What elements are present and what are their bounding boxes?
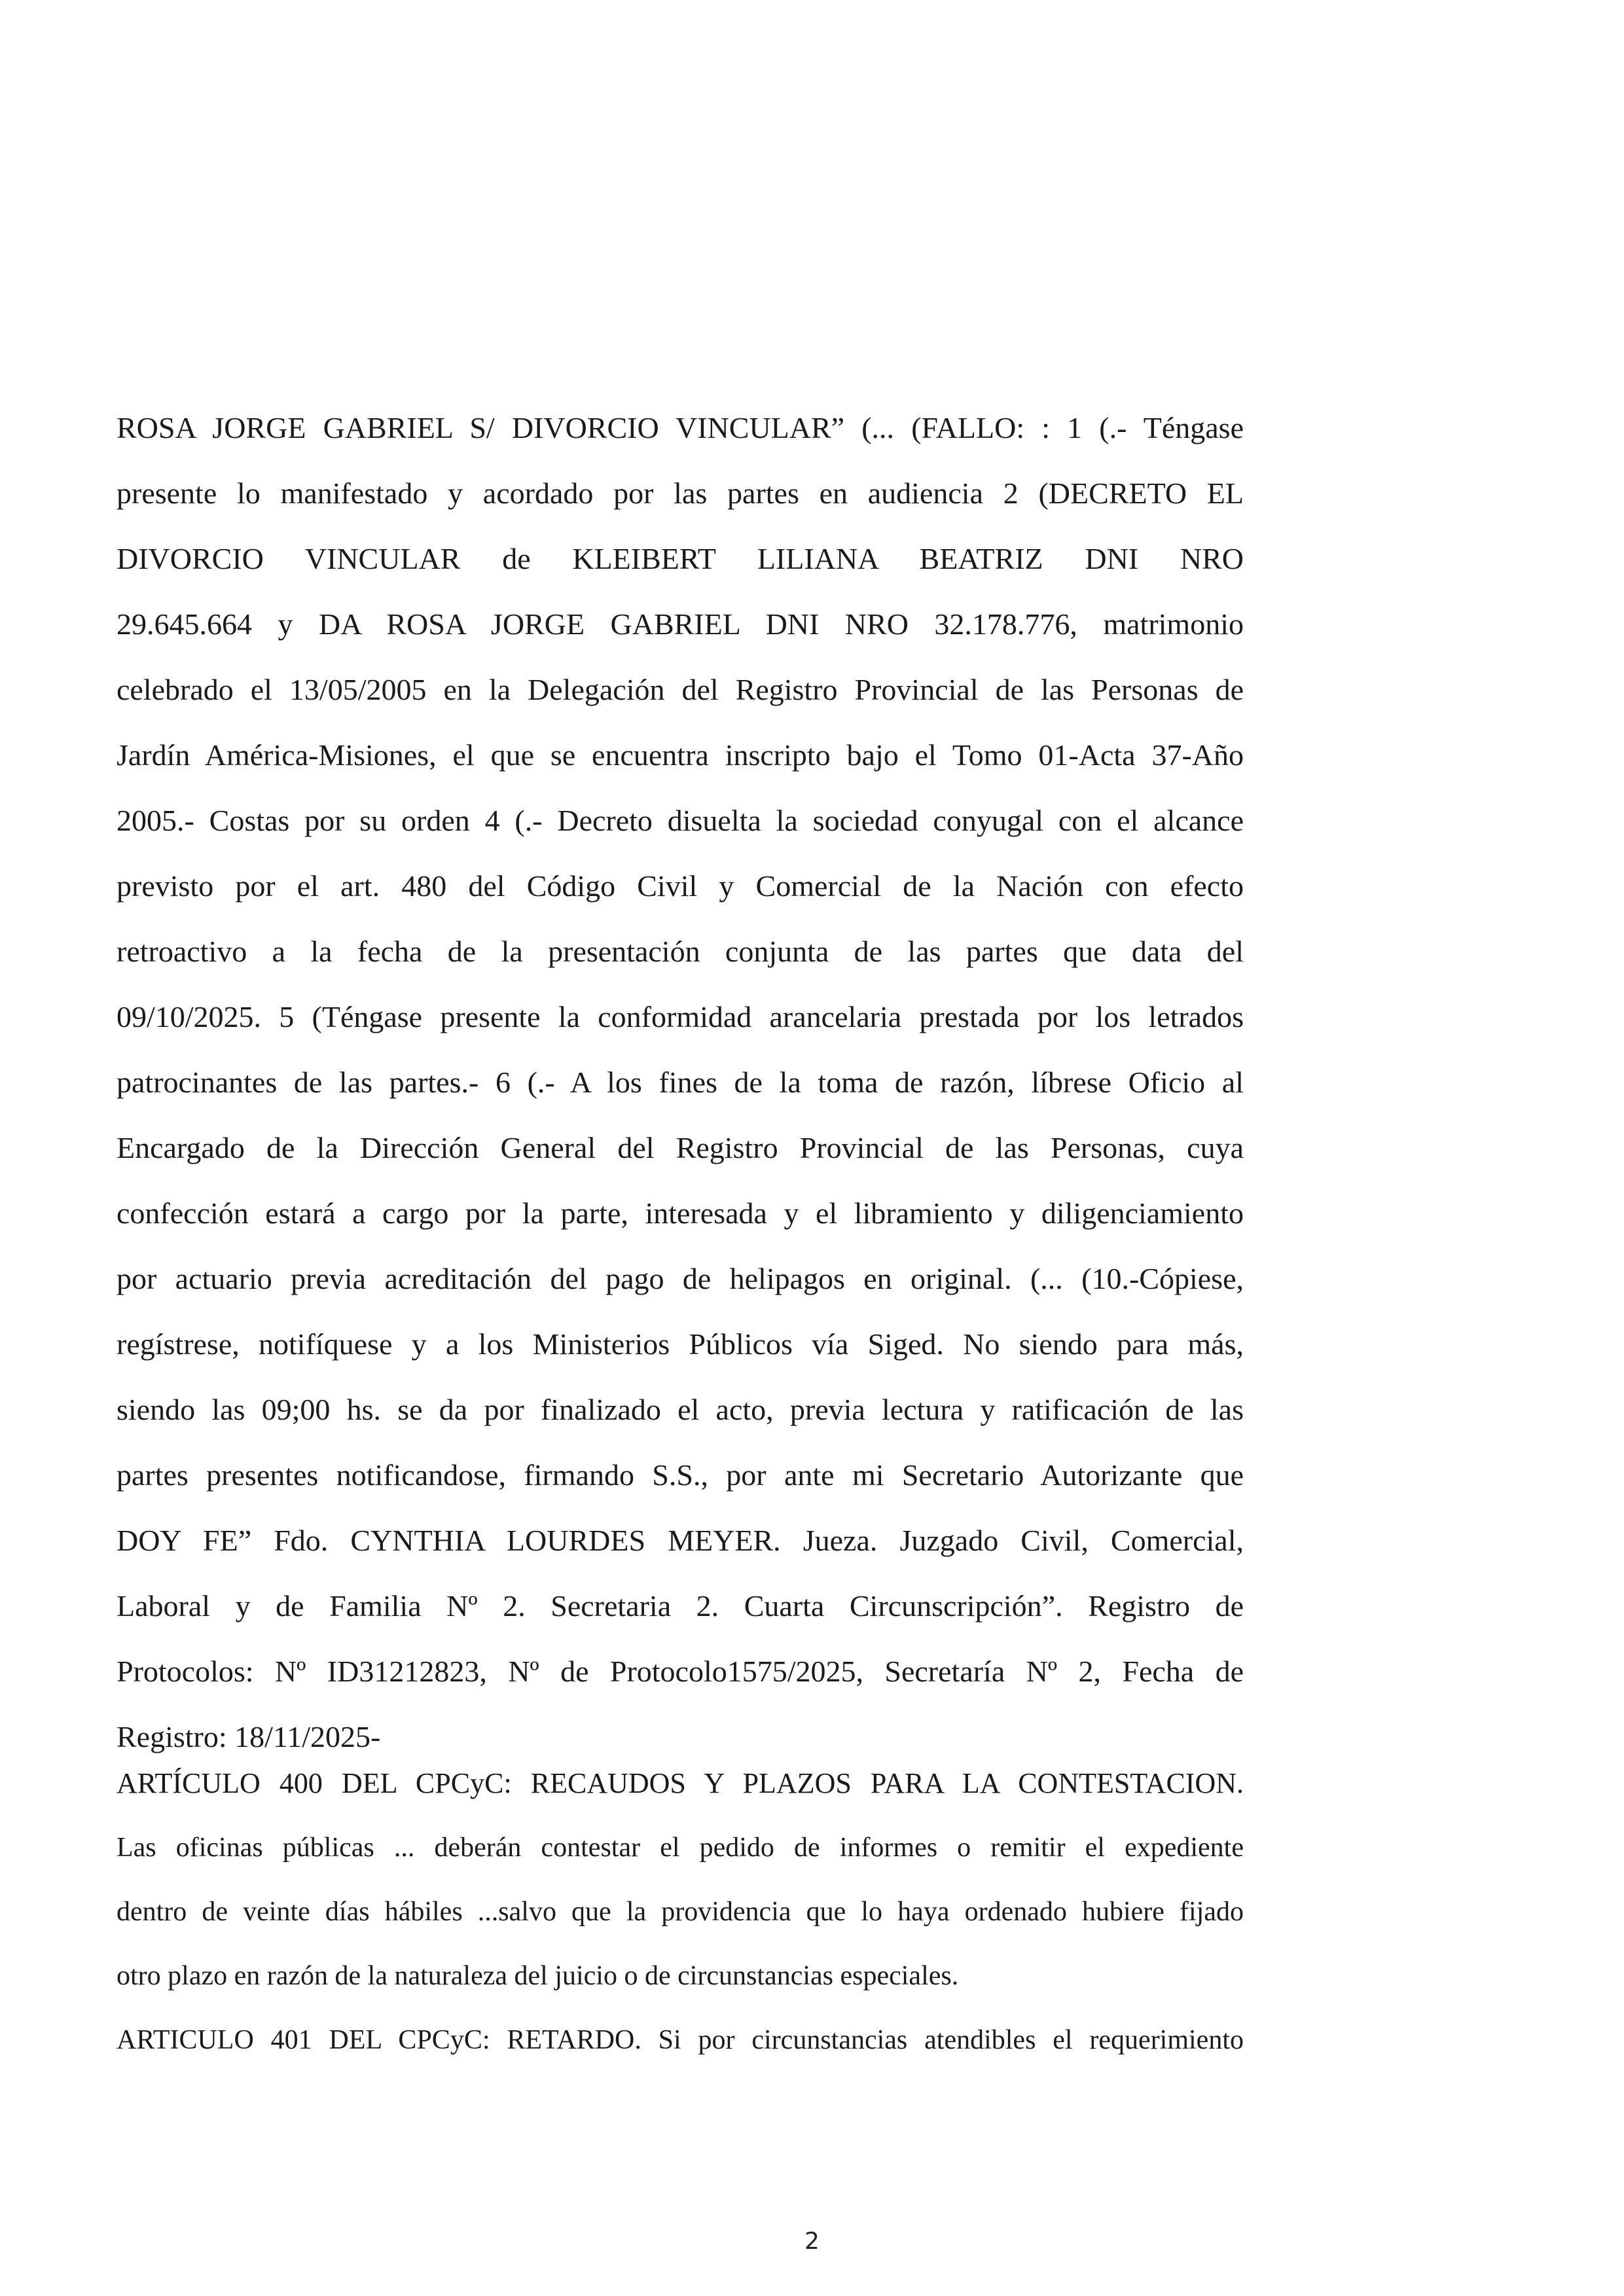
article-400-line: dentro de veinte días hábiles ...salvo que la providencia que lo haya ordenado hubiere fijado (117, 1897, 1244, 1927)
paragraph-line: partes presentes notificandose, firmando S.S., por ante mi Secretario Autorizante que (117, 1458, 1244, 1492)
paragraph-line: Jardín América-Misiones, el que se encuentra inscripto bajo el Tomo 01-Acta 37-Año (117, 738, 1244, 772)
paragraph-line: Registro: 18/11/2025- (117, 1720, 381, 1753)
paragraph-line: Laboral y de Familia Nº 2. Secretaria 2. Cuarta Circunscripción”. Registro de (117, 1589, 1244, 1623)
article-401 (117, 2008, 1244, 2072)
article-401-heading: ARTICULO 401 DEL CPCyC: RETARDO. Si por circunstancias atendibles el requerimiento (117, 2025, 1244, 2055)
paragraph-line: presente lo manifestado y acordado por las partes en audiencia 2 (DECRETO EL (117, 476, 1244, 510)
paragraph-line: Encargado de la Dirección General del Registro Provincial de las Personas, cuya (117, 1131, 1244, 1164)
paragraph-line: retroactivo a la fecha de la presentación conjunta de las partes que data del (117, 935, 1244, 968)
paragraph-line: por actuario previa acreditación del pago de helipagos en original. (... (10.-Cópiese, (117, 1262, 1244, 1295)
paragraph-line: patrocinantes de las partes.- 6 (.- A los fines de la toma de razón, líbrese Oficio al (117, 1066, 1244, 1099)
paragraph-line: DIVORCIO VINCULAR de KLEIBERT LILIANA BEATRIZ DNI NRO (117, 542, 1244, 575)
article-400 (117, 1751, 1244, 2008)
paragraph-line: previsto por el art. 480 del Código Civil y Comercial de la Nación con efecto (117, 869, 1244, 903)
article-400-line: Las oficinas públicas ... deberán contestar el pedido de informes o remitir el expediente (117, 1833, 1244, 1863)
ruling-paragraph (117, 395, 1244, 1770)
paragraph-line: confección estará a cargo por la parte, interesada y el libramiento y diligenciamiento (117, 1196, 1244, 1230)
article-400-heading: ARTÍCULO 400 DEL CPCyC: RECAUDOS Y PLAZOS PARA LA CONTESTACION. (117, 1767, 1244, 1799)
paragraph-line: 09/10/2025. 5 (Téngase presente la conformidad arancelaria prestada por los letrados (117, 1000, 1244, 1033)
paragraph-line: 29.645.664 y DA ROSA JORGE GABRIEL DNI NRO 32.178.776, matrimonio (117, 607, 1244, 641)
paragraph-line: ROSA JORGE GABRIEL S/ DIVORCIO VINCULAR” (... (FALLO: : 1 (.- Téngase (117, 411, 1244, 444)
paragraph-line: celebrado el 13/05/2005 en la Delegación del Registro Provincial de las Personas de (117, 673, 1244, 706)
paragraph-line: DOY FE” Fdo. CYNTHIA LOURDES MEYER. Jueza. Juzgado Civil, Comercial, (117, 1524, 1244, 1557)
page-number: 2 (804, 2228, 820, 2255)
paragraph-line: 2005.- Costas por su orden 4 (.- Decreto disuelta la sociedad conyugal con el alcance (117, 804, 1244, 837)
article-400-line: otro plazo en razón de la naturaleza del juicio o de circunstancias especiales. (117, 1961, 959, 1991)
paragraph-line: regístrese, notifíquese y a los Ministerios Públicos vía Siged. No siendo para más, (117, 1327, 1244, 1361)
paragraph-line: siendo las 09;00 hs. se da por finalizado el acto, previa lectura y ratificación de las (117, 1393, 1244, 1426)
paragraph-line: Protocolos: Nº ID31212823, Nº de Protocolo1575/2025, Secretaría Nº 2, Fecha de (117, 1655, 1244, 1688)
